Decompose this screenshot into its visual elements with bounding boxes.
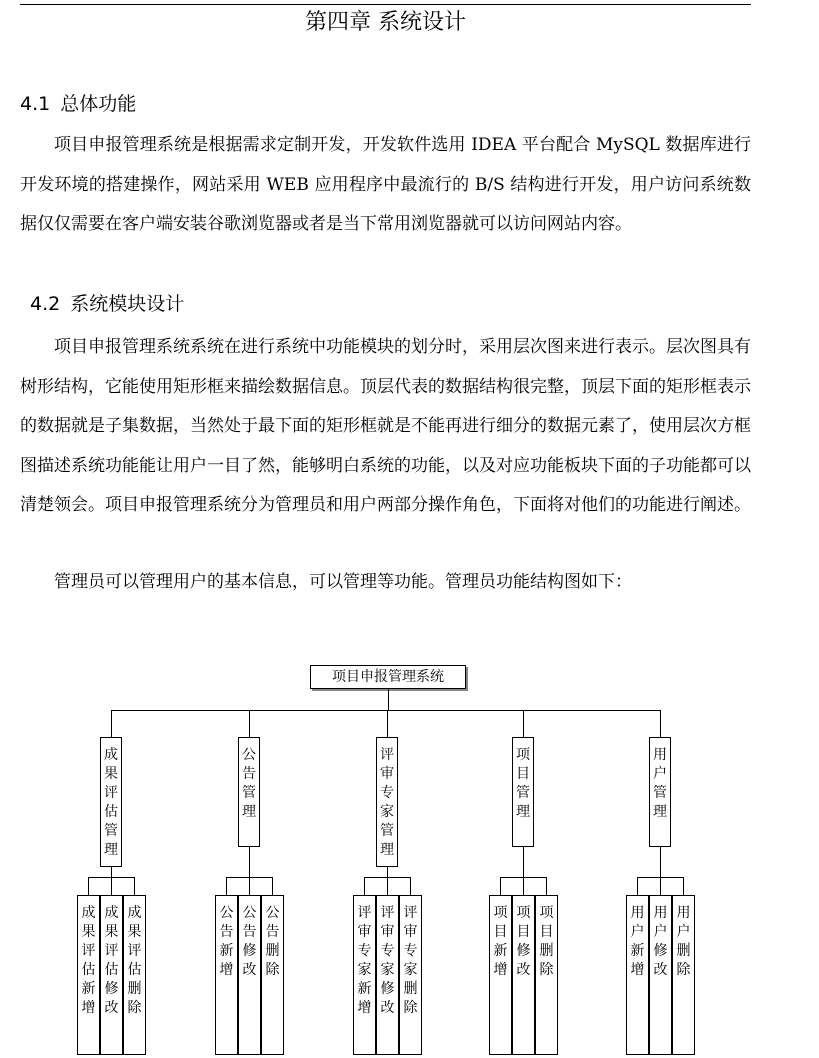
diagram-box-char: 除 <box>539 962 554 978</box>
diagram-box-char: 告 <box>265 924 280 940</box>
diagram-box-char: 理 <box>380 842 394 858</box>
child-connector-line <box>111 877 112 895</box>
section-heading-4-2 <box>30 290 184 318</box>
module-box <box>238 737 260 847</box>
diagram-box-char: 修 <box>380 981 395 997</box>
child-connector-line <box>134 877 135 895</box>
diagram-box-char: 增 <box>219 962 234 978</box>
diagram-box-char: 目 <box>539 924 554 940</box>
module-connector-line <box>660 710 661 737</box>
module-box <box>100 737 122 867</box>
child-connector-line <box>364 877 365 895</box>
diagram-box-char: 公 <box>265 905 280 921</box>
diagram-box-char: 审 <box>380 766 394 782</box>
submodule-box <box>123 895 146 1055</box>
diagram-box-char: 评 <box>380 905 395 921</box>
diagram-box-char: 告 <box>242 924 257 940</box>
submodule-box <box>649 895 672 1055</box>
section-number: 4.1 <box>20 93 51 115</box>
child-stem-line <box>387 867 388 877</box>
diagram-box-char: 目 <box>516 924 531 940</box>
child-connector-line <box>500 877 501 895</box>
diagram-box-char: 估 <box>104 804 118 820</box>
diagram-box-char: 用 <box>676 905 691 921</box>
diagram-box-char: 果 <box>81 924 96 940</box>
diagram-box-char: 项 <box>516 905 531 921</box>
submodule-box <box>512 895 535 1055</box>
submodule-box <box>626 895 649 1055</box>
diagram-box-char: 改 <box>242 962 257 978</box>
diagram-box-char: 公 <box>242 905 257 921</box>
child-stem-line <box>660 847 661 877</box>
diagram-box-char: 户 <box>630 924 645 940</box>
diagram-box-char: 评 <box>104 785 118 801</box>
paragraph-admin-intro: 管理员可以管理用户的基本信息，可以管理等功能。管理员功能结构图如下： <box>54 572 632 592</box>
diagram-box-char: 告 <box>219 924 234 940</box>
child-connector-line <box>226 877 227 895</box>
paragraph-overall-function: 项目申报管理系统是根据需求定制开发，开发软件选用 IDEA 平台配合 MySQL 数据库进行开发环境的搭建操作，网站采用 WEB 应用程序中最流行的 B/S 结构进行开发，用户访问系统数据仅仅需要在客户端安装谷歌浏览器或者是当下常用浏览器就可以访问网站内容。 <box>20 135 751 234</box>
submodule-box <box>77 895 100 1055</box>
diagram-box-char: 专 <box>357 943 372 959</box>
admin-function-structure-diagram <box>70 655 710 1058</box>
diagram-box-char: 改 <box>516 962 531 978</box>
diagram-box-char: 估 <box>81 962 96 978</box>
diagram-box-char: 删 <box>127 981 142 997</box>
diagram-box-char: 评 <box>127 943 142 959</box>
child-connector-line <box>387 877 388 895</box>
diagram-box-char: 果 <box>104 766 118 782</box>
module-box <box>649 737 671 847</box>
diagram-box-char: 新 <box>357 981 372 997</box>
child-connector-line <box>546 877 547 895</box>
diagram-box-char: 管 <box>104 823 118 839</box>
diagram-box-char: 新 <box>493 943 508 959</box>
module-bus-line <box>111 710 661 711</box>
module-connector-line <box>249 710 250 737</box>
section-heading-4-1 <box>20 90 136 118</box>
diagram-box-char: 果 <box>127 924 142 940</box>
child-connector-line <box>272 877 273 895</box>
diagram-box-char: 审 <box>357 924 372 940</box>
diagram-box-char: 除 <box>403 1000 418 1016</box>
diagram-box-char: 专 <box>403 943 418 959</box>
diagram-box-char: 新 <box>630 943 645 959</box>
diagram-box-char: 修 <box>242 943 257 959</box>
diagram-box-char: 项 <box>539 905 554 921</box>
child-connector-line <box>249 877 250 895</box>
diagram-box-char: 增 <box>81 1000 96 1016</box>
diagram-box-char: 改 <box>104 1000 119 1016</box>
diagram-box-char: 果 <box>104 924 119 940</box>
diagram-box-char: 家 <box>403 962 418 978</box>
diagram-box-char: 成 <box>104 905 119 921</box>
submodule-box <box>376 895 399 1055</box>
diagram-box-char: 家 <box>357 962 372 978</box>
diagram-box-char: 改 <box>653 962 668 978</box>
header-rule <box>20 4 751 5</box>
diagram-box-char: 告 <box>242 766 256 782</box>
section-title: 系统模块设计 <box>70 293 185 315</box>
diagram-box-char: 成 <box>127 905 142 921</box>
diagram-box-char: 改 <box>380 1000 395 1016</box>
submodule-box <box>353 895 376 1055</box>
submodule-box <box>261 895 284 1055</box>
submodule-box <box>215 895 238 1055</box>
diagram-box-char: 评 <box>357 905 372 921</box>
diagram-box-char: 理 <box>242 804 256 820</box>
child-stem-line <box>111 867 112 877</box>
diagram-box-char: 评 <box>104 943 119 959</box>
diagram-box-char: 理 <box>104 842 118 858</box>
chapter-title: 第四章 系统设计 <box>305 10 466 35</box>
diagram-box-char: 家 <box>380 804 394 820</box>
diagram-box-char: 项 <box>516 747 530 763</box>
module-connector-line <box>523 710 524 737</box>
section-number: 4.2 <box>30 293 61 315</box>
diagram-box-char: 审 <box>380 924 395 940</box>
module-box <box>376 737 398 867</box>
diagram-box-char: 管 <box>380 823 394 839</box>
diagram-box-char: 家 <box>380 962 395 978</box>
diagram-box-char: 评 <box>380 747 394 763</box>
diagram-box-char: 修 <box>653 943 668 959</box>
submodule-box <box>672 895 695 1055</box>
diagram-box-char: 目 <box>493 924 508 940</box>
diagram-box-char: 评 <box>403 905 418 921</box>
diagram-box-char: 增 <box>357 1000 372 1016</box>
child-connector-line <box>523 877 524 895</box>
diagram-box-char: 除 <box>265 962 280 978</box>
diagram-box-char: 删 <box>676 943 691 959</box>
child-connector-line <box>660 877 661 895</box>
diagram-box-char: 删 <box>403 981 418 997</box>
submodule-box <box>238 895 261 1055</box>
paragraph-module-design: 项目申报管理系统系统在进行系统中功能模块的划分时，采用层次图来进行表示。层次图具有树形结构，它能使用矩形框来描绘数据信息。顶层代表的数据结构很完整，顶层下面的矩形框表示的数据就是子集数据，当然处于最下面的矩形框就是不能再进行细分的数据元素了，使用层次方框图描述系统功能能让用户一目了然，能够明白系统的功能，以及对应功能板块下面的子功能都可以清楚领会。项目申报管理系统分为管理员和用户两部分操作角色，下面将对他们的功能进行阐述。 <box>20 337 751 515</box>
module-connector-line <box>111 710 112 737</box>
child-connector-line <box>683 877 684 895</box>
diagram-box-char: 理 <box>516 804 530 820</box>
diagram-root-box: 项目申报管理系统 <box>310 665 466 689</box>
diagram-box-char: 专 <box>380 785 394 801</box>
child-connector-line <box>88 877 89 895</box>
diagram-box-char: 专 <box>380 943 395 959</box>
diagram-box-char: 管 <box>516 785 530 801</box>
diagram-box-char: 新 <box>81 981 96 997</box>
diagram-box-char: 除 <box>127 1000 142 1016</box>
submodule-box <box>535 895 558 1055</box>
diagram-box-char: 评 <box>81 943 96 959</box>
diagram-box-char: 管 <box>242 785 256 801</box>
diagram-box-char: 成 <box>81 905 96 921</box>
diagram-box-char: 用 <box>653 905 668 921</box>
section-title: 总体功能 <box>60 93 137 115</box>
child-stem-line <box>249 847 250 877</box>
diagram-box-char: 估 <box>127 962 142 978</box>
diagram-box-char: 公 <box>242 747 256 763</box>
diagram-box-char: 审 <box>403 924 418 940</box>
diagram-box-char: 用 <box>630 905 645 921</box>
diagram-box-char: 用 <box>653 747 667 763</box>
diagram-box-char: 户 <box>653 766 667 782</box>
child-connector-line <box>637 877 638 895</box>
diagram-box-char: 增 <box>630 962 645 978</box>
submodule-box <box>489 895 512 1055</box>
child-stem-line <box>523 847 524 877</box>
diagram-box-char: 户 <box>653 924 668 940</box>
diagram-box-char: 目 <box>516 766 530 782</box>
diagram-box-char: 删 <box>265 943 280 959</box>
diagram-box-char: 修 <box>104 981 119 997</box>
module-connector-line <box>387 710 388 737</box>
diagram-box-char: 估 <box>104 962 119 978</box>
diagram-box-char: 删 <box>539 943 554 959</box>
diagram-box-char: 户 <box>676 924 691 940</box>
child-connector-line <box>410 877 411 895</box>
diagram-box-char: 成 <box>104 747 118 763</box>
diagram-box-char: 增 <box>493 962 508 978</box>
submodule-box <box>399 895 422 1055</box>
diagram-box-char: 理 <box>653 804 667 820</box>
root-connector-line <box>388 689 389 710</box>
diagram-box-char: 项 <box>493 905 508 921</box>
submodule-box <box>100 895 123 1055</box>
diagram-box-char: 除 <box>676 962 691 978</box>
diagram-box-char: 新 <box>219 943 234 959</box>
diagram-box-char: 公 <box>219 905 234 921</box>
diagram-box-char: 修 <box>516 943 531 959</box>
module-box <box>512 737 534 847</box>
diagram-box-char: 管 <box>653 785 667 801</box>
